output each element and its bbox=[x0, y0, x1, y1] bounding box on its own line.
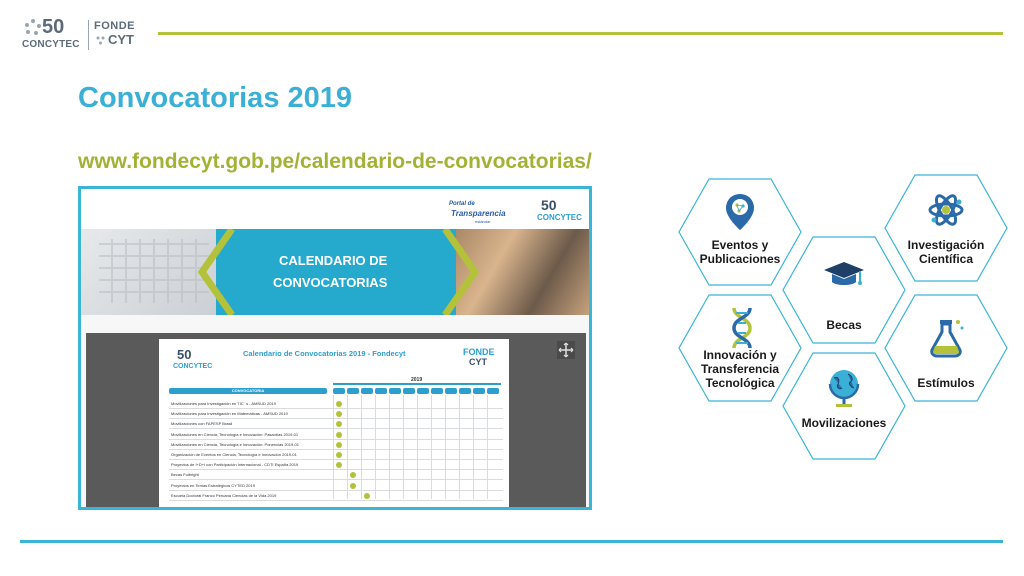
grid-column-line bbox=[445, 395, 446, 499]
row-divider bbox=[169, 449, 503, 450]
concytec-logo[interactable] bbox=[521, 197, 587, 225]
logo-line2: CYT bbox=[469, 357, 487, 367]
grid-column-line bbox=[403, 395, 404, 499]
doc-concytec-logo bbox=[171, 349, 211, 375]
banner-title-line1: CALENDARIO DE bbox=[279, 253, 388, 268]
doc-fondecyt-logo bbox=[463, 347, 503, 373]
atom-icon bbox=[926, 190, 966, 230]
graduation-cap-icon bbox=[822, 254, 866, 292]
map-pin-icon bbox=[720, 190, 760, 234]
schedule-dot bbox=[336, 401, 342, 407]
row-divider bbox=[169, 469, 503, 470]
move-icon[interactable] bbox=[557, 341, 575, 359]
row-divider bbox=[169, 490, 503, 491]
logo-divider bbox=[88, 20, 89, 50]
grid-column-line bbox=[361, 395, 362, 499]
category-hexagon-globe[interactable] bbox=[782, 352, 906, 460]
slide-title: Convocatorias 2019 bbox=[78, 82, 353, 114]
month-header-cell bbox=[389, 388, 401, 394]
row-divider bbox=[169, 479, 503, 480]
chevron-left-decoration-icon bbox=[196, 229, 236, 315]
category-label: Investigación Científica bbox=[907, 238, 985, 266]
top-divider-line bbox=[158, 32, 1003, 35]
grid-column-line bbox=[459, 395, 460, 499]
chevron-right-decoration-icon bbox=[441, 229, 481, 315]
grid-column-line bbox=[333, 395, 334, 499]
logo-number: 50 bbox=[42, 16, 65, 38]
row-divider bbox=[169, 459, 503, 460]
column-header-label: CONVOCATORIA bbox=[231, 388, 265, 393]
logo-line2: CYT bbox=[108, 32, 134, 47]
banner-card bbox=[216, 229, 456, 315]
schedule-dot bbox=[364, 493, 370, 499]
month-header-cell bbox=[347, 388, 359, 394]
website-screenshot bbox=[78, 186, 592, 510]
month-header-cell bbox=[431, 388, 443, 394]
table-row: Movilizaciones en Ciencia, Tecnología e Innovación: Pasantías 2019-01 bbox=[171, 431, 299, 437]
grid-column-line bbox=[487, 395, 488, 499]
category-label: Becas bbox=[826, 318, 862, 332]
logo-text: CONCYTEC bbox=[537, 213, 582, 222]
table-row: Movilizaciones para Investigación en TIC´ s - AMSUD 2019 bbox=[171, 401, 276, 406]
dots-icon bbox=[24, 18, 42, 36]
transparency-line1: Portal de bbox=[449, 201, 475, 207]
row-divider bbox=[169, 428, 503, 429]
month-header-cell bbox=[459, 388, 471, 394]
dots-icon bbox=[96, 36, 105, 45]
url-link[interactable]: www.fondecyt.gob.pe/calendario-de-convocatorias/ bbox=[78, 150, 592, 173]
transparency-line3: estándar bbox=[475, 219, 491, 224]
doc-title: Calendario de Convocatorias 2019 - Fondecyt bbox=[243, 349, 406, 358]
logo-text: CONCYTEC bbox=[22, 39, 80, 50]
table-row: Movilizaciones para Investigación en Matemáticas - AMSUD 2019 bbox=[171, 411, 288, 417]
table-row: Proyectos en Temas Estratégicos CYTED 2019 bbox=[171, 482, 255, 488]
logo-number: 50 bbox=[541, 197, 557, 213]
globe-icon bbox=[824, 366, 864, 410]
grid-column-line bbox=[431, 395, 432, 499]
schedule-dot bbox=[336, 442, 342, 448]
table-row: Proyectos de I+D+i con Participación Internacional - CDTI España 2019 bbox=[171, 462, 299, 468]
site-header bbox=[81, 189, 589, 315]
table-row: Movilizaciones en Ciencia, Tecnología e Innovación: Ponencias 2019-01 bbox=[171, 441, 300, 447]
fondecyt-logo bbox=[94, 20, 154, 52]
table-row: Escuela Doctoral Franco Peruana Ciencias de la Vida 2019 bbox=[171, 492, 277, 498]
schedule-dot bbox=[336, 432, 342, 438]
transparency-portal-logo[interactable] bbox=[449, 199, 517, 225]
row-divider bbox=[169, 439, 503, 440]
row-divider bbox=[169, 418, 503, 419]
row-divider bbox=[169, 408, 503, 409]
grid-column-line bbox=[389, 395, 390, 499]
banner-title-line2: CONVOCATORIAS bbox=[273, 275, 388, 290]
grid-column-line bbox=[473, 395, 474, 499]
doc-year: 2019 bbox=[411, 377, 423, 383]
logo-text: CONCYTEC bbox=[173, 363, 213, 370]
month-header-cell bbox=[445, 388, 457, 394]
row-divider bbox=[169, 500, 503, 501]
category-label: Eventos y Publicaciones bbox=[699, 238, 781, 266]
grid-column-line bbox=[417, 395, 418, 499]
month-header-cell bbox=[333, 388, 345, 394]
transparency-line2: Transparencia bbox=[451, 209, 506, 218]
category-label: Estímulos bbox=[917, 376, 975, 390]
dna-icon bbox=[722, 306, 762, 350]
table-row: Organización de Eventos en Ciencia, Tecnología e Innovación 2019-01 bbox=[171, 452, 297, 457]
logo-number: 50 bbox=[177, 347, 192, 362]
logo-line1: FONDE bbox=[463, 347, 495, 357]
table-row: Movilizaciones con FAPESP Brasil bbox=[171, 421, 233, 427]
concytec-50-logo bbox=[20, 16, 82, 50]
month-header-cell bbox=[417, 388, 429, 394]
month-header-cell bbox=[403, 388, 415, 394]
table-row: Becas Fulbright bbox=[171, 472, 199, 478]
month-header-cell bbox=[375, 388, 387, 394]
grid-column-line bbox=[375, 395, 376, 499]
bottom-divider-line bbox=[20, 540, 1003, 543]
grid-column-line bbox=[347, 395, 348, 499]
schedule-dot bbox=[350, 483, 356, 489]
year-bar bbox=[333, 383, 501, 385]
month-header-cell bbox=[361, 388, 373, 394]
category-label: Movilizaciones bbox=[801, 416, 887, 430]
month-header-cell bbox=[473, 388, 485, 394]
flask-icon bbox=[926, 316, 966, 360]
category-label: Innovación y Transferencia Tecnológica bbox=[700, 348, 780, 390]
logo-line1: FONDE bbox=[94, 20, 135, 32]
month-header-cell bbox=[487, 388, 499, 394]
schedule-dot bbox=[336, 452, 342, 458]
